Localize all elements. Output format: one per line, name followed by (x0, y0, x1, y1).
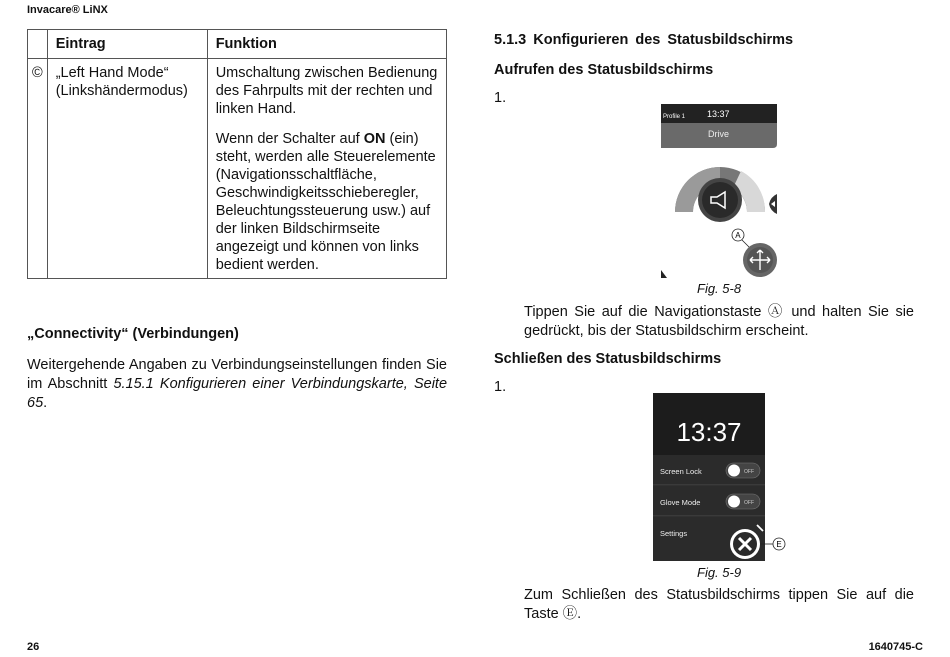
glove-mode-state: OFF (744, 500, 754, 506)
figure-caption: Fig. 5-9 (697, 565, 742, 580)
table-header-row (28, 30, 447, 59)
function-text-a: Wenn der Schalter auf (215, 131, 360, 147)
connectivity-heading: „Connectivity“ (Verbindungen) (27, 326, 239, 342)
callout-a-label: A (735, 231, 741, 240)
connectivity-reference-link[interactable]: 5.15.1 Konfigurieren einer Verbindungskarte, Seite 65 (27, 376, 448, 411)
function-text-b: (ein) steht, werden alle Steuerelemente (Navigationsschaltfläche, Geschwindigkeitsschieberegler, Beleuchtungssteuerung usw.) auf der linken Bildschirmseite angezeigt und können von links bedient werden. (215, 131, 436, 273)
document-id: 1640745-C (868, 641, 923, 653)
connectivity-period: . (43, 395, 48, 411)
table-header-entry: Eintrag (47, 30, 207, 59)
glove-mode-label: Glove Mode (660, 498, 701, 507)
table-header-function: Funktion (207, 30, 446, 59)
status-time: 13:37 (676, 417, 742, 447)
function-paragraph-1: Umschaltung zwischen Bedienung des Fahrpults mit der rechten und linken Hand. (215, 65, 438, 117)
row-symbol: © (28, 59, 48, 279)
page-number: 26 (27, 641, 40, 653)
figure-caption: Fig. 5-8 (697, 281, 742, 296)
function-on-label: ON (363, 131, 386, 147)
row-function (207, 59, 446, 279)
mode-label: Drive (708, 129, 730, 139)
time-label: 13:37 (707, 109, 730, 119)
subheading-open: Aufrufen des Statusbildschirms (494, 62, 714, 78)
screen-lock-state: OFF (744, 469, 754, 475)
connectivity-paragraph (27, 356, 447, 413)
settings-label[interactable]: Settings (660, 529, 688, 538)
table-row (28, 59, 447, 279)
figure-status-screen (653, 393, 793, 563)
step1-number: 1. (494, 90, 507, 106)
step2-text: Zum Schließen des Statusbildschirms tippen Sie auf die Taste Ⓔ. (524, 587, 914, 622)
step1-text: Tippen Sie auf die Navigationstaste Ⓐ und halten Sie sie gedrückt, bis der Statusbildschirm erscheint. (524, 304, 914, 339)
screen-lock-label: Screen Lock (660, 467, 702, 476)
subheading-close: Schließen des Statusbildschirms (494, 351, 722, 367)
function-paragraph-2 (216, 130, 438, 274)
connectivity-text: Weitergehende Angaben zu Verbindungseinstellungen finden Sie im Abschnitt (27, 357, 447, 392)
callout-e-label: E (776, 540, 782, 549)
header-product: Invacare® LiNX (27, 4, 108, 16)
table-header-blank (28, 30, 48, 59)
settings-table (27, 29, 447, 279)
step2-number: 1. (494, 379, 507, 395)
figure-drive-screen (661, 104, 777, 278)
section-title: 5.1.3 Konfigurieren des Statusbildschirms (494, 32, 794, 48)
row-entry: „Left Hand Mode“ (Linkshändermodus) (47, 59, 207, 279)
profile-label: Profile 1 (663, 114, 686, 120)
